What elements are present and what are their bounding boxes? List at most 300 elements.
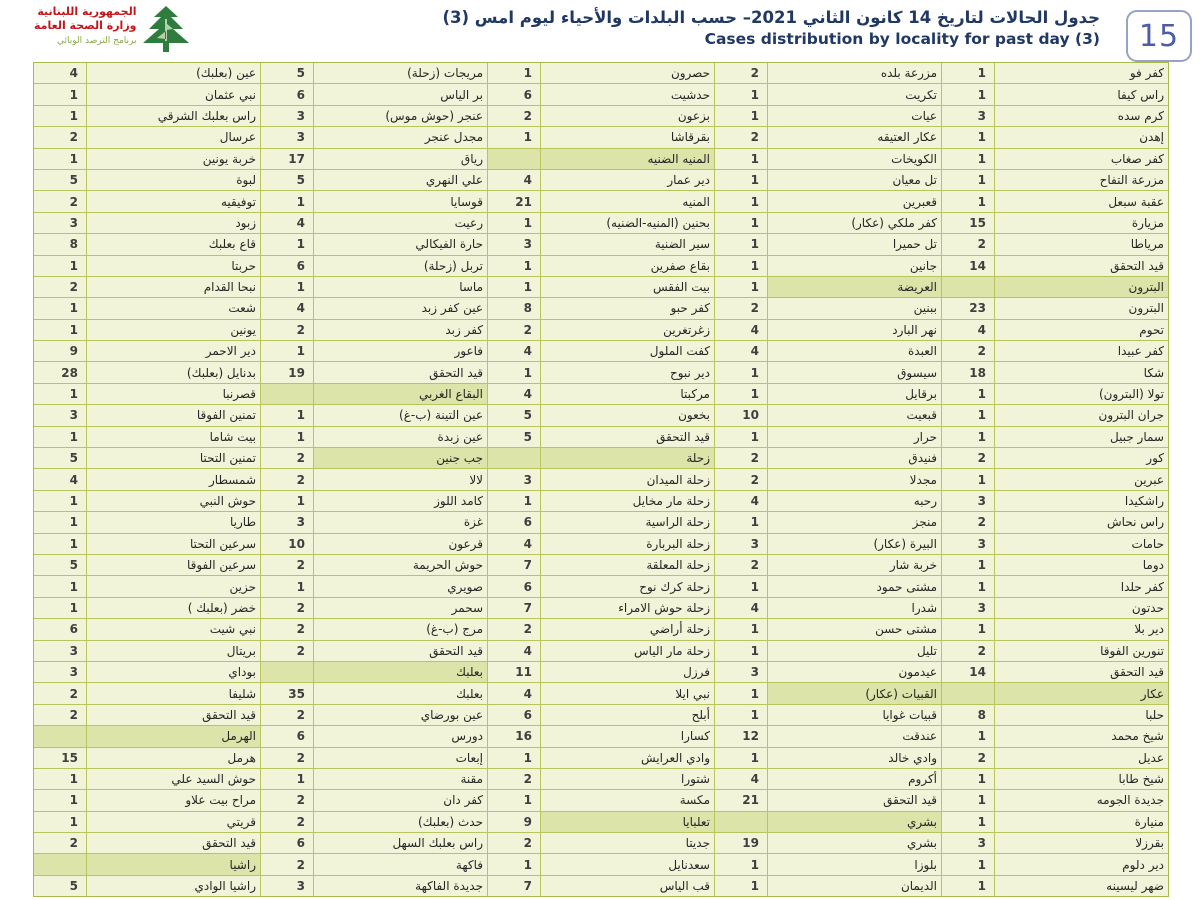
count-cell: 2	[261, 790, 313, 810]
count-cell: 23	[942, 298, 994, 318]
locality-cell: بزعون	[541, 106, 714, 126]
locality-cell: إهدن	[995, 127, 1168, 147]
count-cell: 1	[715, 106, 767, 126]
count-cell: 3	[261, 512, 313, 532]
count-cell: 2	[942, 512, 994, 532]
count-cell: 1	[942, 149, 994, 169]
locality-cell: قاع بعلبك	[87, 234, 260, 254]
locality-cell: شيخ محمد	[995, 726, 1168, 746]
locality-cell: تولا (البترون)	[995, 384, 1168, 404]
locality-cell: زحلة مار الياس	[541, 641, 714, 661]
locality-cell: كفر دان	[314, 790, 487, 810]
locality-cell: القبيات (عكار)	[768, 683, 941, 703]
count-cell: 3	[488, 469, 540, 489]
locality-cell: جران البترون	[995, 405, 1168, 425]
locality-cell: سرعين الفوقا	[87, 555, 260, 575]
locality-cell: العبدة	[768, 341, 941, 361]
locality-cell: مرياطا	[995, 234, 1168, 254]
count-cell: 1	[34, 576, 86, 596]
count-cell: 1	[488, 491, 540, 511]
locality-cell: كامد اللوز	[314, 491, 487, 511]
locality-cell: خربة شار	[768, 555, 941, 575]
count-cell: 1	[488, 256, 540, 276]
count-cell: 4	[488, 534, 540, 554]
locality-cell: مقنة	[314, 769, 487, 789]
count-cell: 1	[715, 619, 767, 639]
count-cell: 19	[715, 833, 767, 853]
locality-cell: نبحا القدام	[87, 277, 260, 297]
count-cell: 4	[488, 384, 540, 404]
locality-cell: الكويخات	[768, 149, 941, 169]
count-cell: 17	[261, 149, 313, 169]
locality-cell: علي النهري	[314, 170, 487, 190]
locality-cell: قيد التحقق	[995, 256, 1168, 276]
locality-cell: بحنين (المنيه-الضنيه)	[541, 213, 714, 233]
count-cell: 1	[942, 191, 994, 211]
count-cell: 1	[261, 341, 313, 361]
count-cell: 2	[715, 298, 767, 318]
count-cell: 5	[34, 170, 86, 190]
count-cell: 6	[261, 833, 313, 853]
count-cell: 7	[488, 876, 540, 896]
locality-cell: الهرمل	[87, 726, 260, 746]
locality-cell: قبيات غوايا	[768, 705, 941, 725]
count-cell: 1	[942, 555, 994, 575]
locality-cell: تربل (زحلة)	[314, 256, 487, 276]
count-cell: 6	[488, 512, 540, 532]
page-number-badge: 15	[1126, 10, 1192, 62]
count-cell: 2	[34, 277, 86, 297]
count-cell: 1	[942, 876, 994, 896]
count-cell: 1	[715, 384, 767, 404]
locality-cell: طاريا	[87, 512, 260, 532]
locality-cell: دير عمار	[541, 170, 714, 190]
locality-cell: راس بعلبك الشرقي	[87, 106, 260, 126]
locality-cell: شيخ طابا	[995, 769, 1168, 789]
locality-cell: عكار	[995, 683, 1168, 703]
count-cell: 1	[715, 362, 767, 382]
locality-cell: بشري	[768, 812, 941, 832]
locality-cell: قريتي	[87, 812, 260, 832]
locality-cell: خضر (بعلبك )	[87, 598, 260, 618]
count-cell: 18	[942, 362, 994, 382]
count-cell: 10	[715, 405, 767, 425]
count-cell: 1	[715, 512, 767, 532]
count-cell: 1	[715, 170, 767, 190]
count-cell: 2	[261, 705, 313, 725]
locality-cell: نبي عثمان	[87, 84, 260, 104]
count-cell: 9	[488, 812, 540, 832]
count-cell: 1	[261, 234, 313, 254]
locality-cell: زحلة أراضي	[541, 619, 714, 639]
locality-cell: راس نحاش	[995, 512, 1168, 532]
locality-cell: كسارا	[541, 726, 714, 746]
count-cell: 1	[942, 812, 994, 832]
moph-logo-text	[34, 5, 137, 46]
locality-cell: بيت شاما	[87, 427, 260, 447]
locality-cell: جديتا	[541, 833, 714, 853]
locality-cell: قيد التحقق	[541, 427, 714, 447]
locality-cell: سيسوق	[768, 362, 941, 382]
count-cell: 3	[942, 106, 994, 126]
count-cell	[942, 277, 994, 297]
locality-cell: قب الياس	[541, 876, 714, 896]
count-cell	[34, 854, 86, 874]
count-cell: 1	[261, 491, 313, 511]
count-cell: 1	[942, 576, 994, 596]
count-cell: 2	[715, 555, 767, 575]
locality-cell: بشري	[768, 833, 941, 853]
count-cell: 16	[488, 726, 540, 746]
count-cell: 1	[942, 790, 994, 810]
count-cell: 5	[261, 170, 313, 190]
locality-cell: قبعيت	[768, 405, 941, 425]
locality-cell: حوش السيد علي	[87, 769, 260, 789]
count-cell: 1	[488, 362, 540, 382]
count-cell: 4	[715, 598, 767, 618]
count-cell: 1	[715, 84, 767, 104]
locality-cell: بدنايل (بعلبك)	[87, 362, 260, 382]
count-cell: 1	[942, 127, 994, 147]
locality-cell: مكسة	[541, 790, 714, 810]
locality-cell: إبعات	[314, 748, 487, 768]
locality-cell: حارة الفيكالي	[314, 234, 487, 254]
count-cell: 6	[34, 619, 86, 639]
locality-cell: لالا	[314, 469, 487, 489]
count-cell: 7	[488, 555, 540, 575]
count-cell: 5	[261, 63, 313, 83]
locality-cell: عديل	[995, 748, 1168, 768]
locality-cell: بوداي	[87, 662, 260, 682]
count-cell: 1	[34, 84, 86, 104]
locality-cell: بيت الفقس	[541, 277, 714, 297]
locality-cell: رحبه	[768, 491, 941, 511]
cases-by-locality-table	[33, 62, 1169, 897]
count-cell: 1	[942, 769, 994, 789]
count-cell: 21	[488, 191, 540, 211]
cedar-tree-icon	[142, 5, 190, 55]
locality-cell: جديدة الجومه	[995, 790, 1168, 810]
locality-cell: كفر حلدا	[995, 576, 1168, 596]
count-cell: 3	[942, 534, 994, 554]
count-cell: 8	[942, 705, 994, 725]
locality-cell: مرج (ب-غ)	[314, 619, 487, 639]
locality-cell: حامات	[995, 534, 1168, 554]
locality-cell: راشيا	[87, 854, 260, 874]
locality-cell: بقرقاشا	[541, 127, 714, 147]
locality-cell: حزين	[87, 576, 260, 596]
count-cell: 4	[715, 769, 767, 789]
count-cell: 2	[261, 555, 313, 575]
count-cell: 2	[488, 833, 540, 853]
count-cell: 1	[942, 63, 994, 83]
locality-cell: دير بلا	[995, 619, 1168, 639]
page-title-english: Cases distribution by locality for past day (3)	[704, 30, 1100, 49]
count-cell: 1	[715, 234, 767, 254]
count-cell	[261, 662, 313, 682]
count-cell: 5	[488, 405, 540, 425]
locality-cell: كفر حبو	[541, 298, 714, 318]
count-cell: 1	[488, 277, 540, 297]
count-cell: 21	[715, 790, 767, 810]
count-cell: 2	[261, 748, 313, 768]
locality-cell: تل حميرا	[768, 234, 941, 254]
count-cell: 2	[34, 833, 86, 853]
locality-cell: نبي شيت	[87, 619, 260, 639]
count-cell: 5	[34, 876, 86, 896]
locality-cell: حوش النبي	[87, 491, 260, 511]
count-cell: 2	[942, 641, 994, 661]
count-cell: 35	[261, 683, 313, 703]
count-cell: 1	[34, 598, 86, 618]
count-cell: 6	[488, 705, 540, 725]
locality-cell: حدث (بعلبك)	[314, 812, 487, 832]
logo-line-republic: الجمهورية اللبنانية	[37, 5, 137, 18]
count-cell: 1	[261, 405, 313, 425]
locality-cell: يونين	[87, 320, 260, 340]
count-cell: 2	[715, 448, 767, 468]
count-cell: 1	[488, 213, 540, 233]
locality-cell: رعيت	[314, 213, 487, 233]
count-cell: 4	[715, 491, 767, 511]
count-cell: 4	[34, 63, 86, 83]
locality-cell: نبي ايلا	[541, 683, 714, 703]
locality-cell: جب جنين	[314, 448, 487, 468]
count-cell: 3	[715, 534, 767, 554]
locality-cell: دير دلوم	[995, 854, 1168, 874]
count-cell: 19	[261, 362, 313, 382]
locality-cell: قيد التحقق	[314, 641, 487, 661]
locality-cell: تعلبايا	[541, 812, 714, 832]
locality-cell: عين التينة (ب-غ)	[314, 405, 487, 425]
count-cell: 1	[261, 277, 313, 297]
count-cell: 1	[715, 427, 767, 447]
locality-cell: فنيدق	[768, 448, 941, 468]
count-cell: 5	[488, 427, 540, 447]
locality-cell: صويري	[314, 576, 487, 596]
count-cell: 4	[715, 320, 767, 340]
count-cell: 1	[715, 149, 767, 169]
locality-cell: مزيارة	[995, 213, 1168, 233]
count-cell: 6	[261, 726, 313, 746]
count-cell: 1	[715, 748, 767, 768]
count-cell: 1	[942, 427, 994, 447]
count-cell: 6	[488, 576, 540, 596]
locality-cell: مشتى حمود	[768, 576, 941, 596]
count-cell: 1	[488, 63, 540, 83]
count-cell	[261, 384, 313, 404]
count-cell: 2	[261, 641, 313, 661]
locality-cell: فرزل	[541, 662, 714, 682]
count-cell: 1	[34, 106, 86, 126]
locality-cell: بريتال	[87, 641, 260, 661]
locality-cell: تكريت	[768, 84, 941, 104]
count-cell: 2	[34, 191, 86, 211]
moph-logo	[34, 5, 190, 55]
count-cell: 1	[715, 191, 767, 211]
count-cell: 2	[261, 469, 313, 489]
locality-cell: البيرة (عكار)	[768, 534, 941, 554]
count-cell: 3	[261, 127, 313, 147]
count-cell: 4	[34, 469, 86, 489]
locality-cell: عيات	[768, 106, 941, 126]
count-cell: 1	[715, 854, 767, 874]
locality-cell: دير نبوح	[541, 362, 714, 382]
locality-cell: تمنين التحتا	[87, 448, 260, 468]
locality-cell: مشتى حسن	[768, 619, 941, 639]
count-cell: 1	[34, 320, 86, 340]
count-cell: 2	[942, 748, 994, 768]
count-cell: 2	[34, 705, 86, 725]
count-cell: 1	[34, 256, 86, 276]
count-cell: 2	[942, 341, 994, 361]
locality-cell: سمار جبيل	[995, 427, 1168, 447]
locality-cell: كفت الملول	[541, 341, 714, 361]
locality-cell: راشيا الوادي	[87, 876, 260, 896]
count-cell: 3	[942, 491, 994, 511]
locality-cell: دوما	[995, 555, 1168, 575]
locality-cell: عنجر (حوش موس)	[314, 106, 487, 126]
count-cell: 1	[942, 726, 994, 746]
locality-cell: المنيه	[541, 191, 714, 211]
count-cell: 2	[261, 448, 313, 468]
locality-cell: البقاع الغربي	[314, 384, 487, 404]
count-cell: 4	[488, 170, 540, 190]
locality-cell: عبرين	[995, 469, 1168, 489]
logo-line-ministry: وزارة الصحة العامة	[34, 19, 137, 33]
locality-cell: عين بورضاي	[314, 705, 487, 725]
locality-cell: حوش الحريمة	[314, 555, 487, 575]
count-cell: 2	[715, 63, 767, 83]
locality-cell: سحمر	[314, 598, 487, 618]
locality-cell: قيد التحقق	[87, 833, 260, 853]
count-cell: 3	[34, 641, 86, 661]
locality-cell: وادي العرايش	[541, 748, 714, 768]
locality-cell: منجز	[768, 512, 941, 532]
locality-cell: عين (بعلبك)	[87, 63, 260, 83]
locality-cell: قرعون	[314, 534, 487, 554]
count-cell: 2	[261, 854, 313, 874]
locality-cell: برقايل	[768, 384, 941, 404]
locality-cell: عكار العتيقه	[768, 127, 941, 147]
count-cell: 28	[34, 362, 86, 382]
logo-line-program: برنامج الترصد الوبائي	[56, 35, 137, 46]
locality-cell: عين كفر زبد	[314, 298, 487, 318]
count-cell: 6	[261, 84, 313, 104]
locality-cell: مجدل عنجر	[314, 127, 487, 147]
locality-cell: أبلح	[541, 705, 714, 725]
page-title-arabic: جدول الحالات لتاريخ 14 كانون الثاني 2021– حسب البلدات والأحياء ليوم امس (3)	[442, 8, 1100, 27]
locality-cell: سرعين التحتا	[87, 534, 260, 554]
count-cell: 3	[488, 234, 540, 254]
locality-cell: كفر فو	[995, 63, 1168, 83]
count-cell: 1	[942, 854, 994, 874]
locality-cell: راس بعلبك السهل	[314, 833, 487, 853]
locality-cell: جانين	[768, 256, 941, 276]
locality-cell: مركبتا	[541, 384, 714, 404]
locality-cell: رياق	[314, 149, 487, 169]
count-cell	[488, 149, 540, 169]
count-cell: 2	[715, 127, 767, 147]
locality-cell: قوسايا	[314, 191, 487, 211]
locality-cell: وادي خالد	[768, 748, 941, 768]
count-cell	[715, 812, 767, 832]
count-cell: 12	[715, 726, 767, 746]
locality-cell: بقاع صفرين	[541, 256, 714, 276]
locality-cell: مراح بيت علاو	[87, 790, 260, 810]
count-cell: 10	[261, 534, 313, 554]
locality-cell: زحلة الراسية	[541, 512, 714, 532]
locality-cell: فاكهة	[314, 854, 487, 874]
locality-cell: عين زبدة	[314, 427, 487, 447]
count-cell: 1	[715, 277, 767, 297]
locality-cell: راس كيفا	[995, 84, 1168, 104]
locality-cell: ضهر ليسينه	[995, 876, 1168, 896]
locality-cell: سير الضنية	[541, 234, 714, 254]
count-cell: 1	[942, 619, 994, 639]
count-cell: 2	[34, 127, 86, 147]
count-cell: 4	[261, 213, 313, 233]
count-cell: 4	[488, 341, 540, 361]
locality-cell: نهر البارد	[768, 320, 941, 340]
locality-cell: مجدلا	[768, 469, 941, 489]
count-cell: 1	[261, 191, 313, 211]
report-titles	[442, 6, 1100, 51]
locality-cell: شليفا	[87, 683, 260, 703]
locality-cell: كور	[995, 448, 1168, 468]
locality-cell: زحلة المعلقة	[541, 555, 714, 575]
count-cell: 3	[942, 598, 994, 618]
locality-cell: خربة يونين	[87, 149, 260, 169]
locality-cell: حدتون	[995, 598, 1168, 618]
count-cell: 1	[942, 384, 994, 404]
locality-cell: الديمان	[768, 876, 941, 896]
locality-cell: قصرنبا	[87, 384, 260, 404]
count-cell: 1	[715, 576, 767, 596]
count-cell: 2	[488, 320, 540, 340]
locality-cell: زحلة	[541, 448, 714, 468]
count-cell: 1	[488, 854, 540, 874]
locality-cell: أكروم	[768, 769, 941, 789]
count-cell: 4	[942, 320, 994, 340]
count-cell: 6	[261, 256, 313, 276]
locality-cell: قيد التحقق	[768, 790, 941, 810]
count-cell: 2	[34, 683, 86, 703]
locality-cell: حصرون	[541, 63, 714, 83]
count-cell: 15	[942, 213, 994, 233]
locality-cell: قعبرين	[768, 191, 941, 211]
locality-cell: فاعور	[314, 341, 487, 361]
locality-cell: زحلة الميدان	[541, 469, 714, 489]
locality-cell: العريضة	[768, 277, 941, 297]
locality-cell: كرم سده	[995, 106, 1168, 126]
locality-cell: تل معيان	[768, 170, 941, 190]
locality-cell: تنورين الفوقا	[995, 641, 1168, 661]
locality-cell: راشكيدا	[995, 491, 1168, 511]
locality-cell: المنيه الضنيه	[541, 149, 714, 169]
count-cell: 1	[261, 427, 313, 447]
count-cell: 1	[942, 469, 994, 489]
locality-cell: غزة	[314, 512, 487, 532]
locality-cell: كفر عبيدا	[995, 341, 1168, 361]
count-cell: 2	[715, 469, 767, 489]
locality-cell: شدرا	[768, 598, 941, 618]
locality-cell: البترون	[995, 277, 1168, 297]
locality-cell: مزرعة بلده	[768, 63, 941, 83]
count-cell: 2	[261, 619, 313, 639]
count-cell: 2	[942, 448, 994, 468]
locality-cell: كفر ملكي (عكار)	[768, 213, 941, 233]
